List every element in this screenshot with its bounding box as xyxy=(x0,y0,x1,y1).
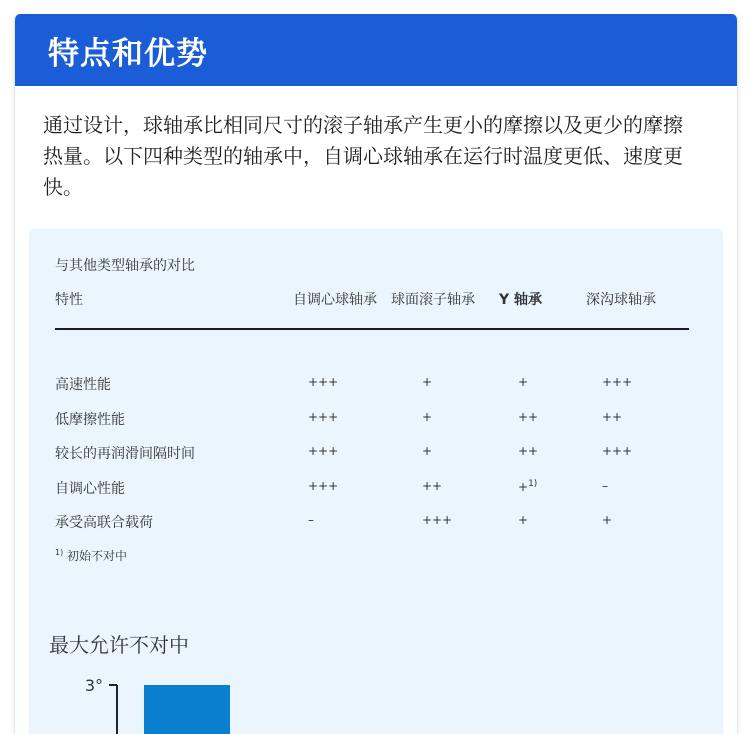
rating-cell: + xyxy=(602,513,613,527)
rating-cell: ++ xyxy=(518,409,539,424)
footnote-mark: 1) xyxy=(55,548,64,557)
footnote-text: 初始不对中 xyxy=(67,549,128,563)
header-divider xyxy=(55,328,689,330)
rating-cell: +++ xyxy=(308,409,339,424)
misalignment-chart xyxy=(29,669,723,734)
row-label: 承受高联合载荷 xyxy=(55,515,153,531)
row-label: 高速性能 xyxy=(55,377,111,393)
rating-cell: ++ xyxy=(602,409,623,424)
rating-cell: – xyxy=(602,478,608,493)
card-header xyxy=(15,14,737,86)
column-header-spherical-roller: 球面滚子轴承 xyxy=(391,292,475,308)
column-header-deep-groove: 深沟球轴承 xyxy=(586,292,656,308)
rating-cell: – xyxy=(308,513,314,527)
rating-cell: +++ xyxy=(308,478,339,493)
row-label: 低摩擦性能 xyxy=(55,411,125,428)
rating-cell: ++ xyxy=(518,444,539,458)
intro-paragraph: 通过设计，球轴承比相同尺寸的滚子轴承产生更小的摩擦以及更少的摩擦热量。以下四种类型的轴承中，自调心球轴承在运行时温度更低、速度更快。 xyxy=(43,113,683,199)
row-label: 较长的再润滑间隔时间 xyxy=(55,446,195,462)
chart-title: 最大允许不对中 xyxy=(49,633,189,657)
rating-cell: + xyxy=(422,375,433,389)
rating-cell: +++ xyxy=(602,444,633,458)
rating-cell: +$^{1)}$ xyxy=(518,478,538,494)
page-title: 特点和优势 xyxy=(48,35,208,72)
rating-cell: ++ xyxy=(422,478,443,493)
comparison-panel xyxy=(29,229,723,734)
rating-cell: + xyxy=(422,409,433,424)
row-label: 自调心性能 xyxy=(55,480,125,497)
rating-cell: +++ xyxy=(308,375,339,389)
table-caption: 与其他类型轴承的对比 xyxy=(55,258,195,274)
feature-header: 特性 xyxy=(55,292,83,308)
y-tick-label: 3° xyxy=(84,676,103,695)
footnote xyxy=(55,547,127,564)
footnote-ref: 1) xyxy=(528,478,538,489)
rating-cell: +++ xyxy=(308,444,339,458)
rating-cell: +++ xyxy=(422,513,453,527)
rating-cell: + xyxy=(518,513,529,527)
rating-cell: + xyxy=(518,375,529,389)
feature-card xyxy=(14,14,738,734)
rating-cell: +++ xyxy=(602,375,633,389)
column-header-self-aligning: 自调心球轴承 xyxy=(293,292,377,308)
rating-cell: + xyxy=(422,444,433,458)
bar xyxy=(144,685,230,734)
column-header-y-bearing: Y 轴承 xyxy=(499,292,543,308)
